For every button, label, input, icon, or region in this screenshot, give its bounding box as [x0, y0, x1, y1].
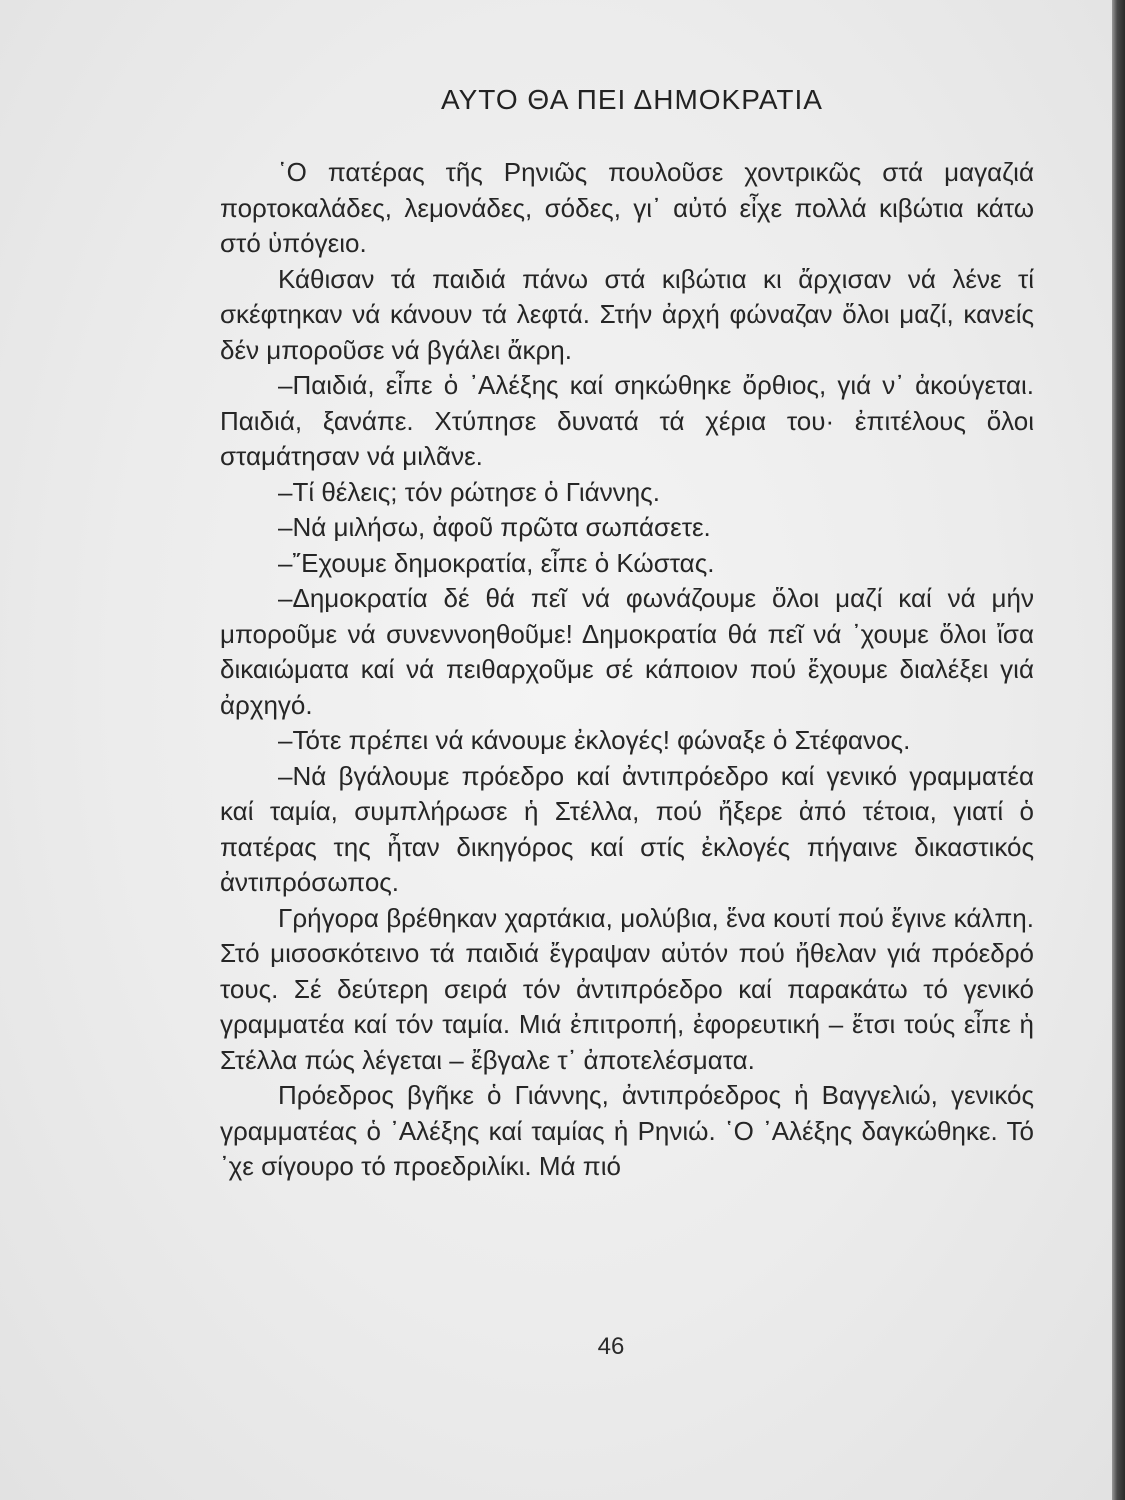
chapter-title: ΑΥΤΟ ΘΑ ΠΕΙ ΔΗΜΟΚΡΑΤΙΑ [441, 84, 823, 115]
paragraph: Κάθισαν τά παιδιά πάνω στά κιβώτια κι ἄρχισαν νά λένε τί σκέφτηκαν νά κάνουν τά λεφτά. Στήν ἀρχή φώναζαν ὅλοι μαζί, κανείς δέν μποροῦσε νά βγάλει ἄκρη. [220, 263, 1034, 365]
paragraph: –Τί θέλεις; τόν ρώτησε ὁ Γιάννης. [278, 476, 660, 507]
page-number: 46 [597, 1333, 625, 1360]
paragraph: ῾Ο πατέρας τῆς Ρηνιῶς πουλοῦσε χοντρικῶς στά μαγαζιά πορτοκαλάδες, λεμονάδες, σόδες, γι᾿ αὐτό εἶχε πολλά κιβώτια κάτω στό ὑπόγειο. [220, 157, 1034, 258]
paragraph: –Παιδιά, εἶπε ὁ ᾿Αλέξης καί σηκώθηκε ὄρθιος, γιά ν᾿ ἀκούγεται. Παιδιά, ξανάπε. Χτύπησε δυνατά τά χέρια του· ἐπιτέλους ὅλοι σταμάτησαν νά μιλᾶνε. [220, 370, 1034, 471]
paragraph: –῎Εχουμε δημοκρατία, εἶπε ὁ Κώστας. [278, 547, 715, 578]
paragraph: Γρήγορα βρέθηκαν χαρτάκια, μολύβια, ἕνα κουτί πού ἔγινε κάλπη. Στό μισοσκότεινο τά παιδιά ἔγραψαν αὐτόν πού ἤθελαν γιά πρόεδρό τους. Σέ δεύτερη σειρά τόν ἀντιπρόεδρο καί παρακάτω τό γενικό γραμματέα καί τόν ταμία. Μιά ἐπιτροπή, ἐφορευτική – ἔτσι τούς εἶπε ἡ Στέλλα πώς λέγεται – ἔβγαλε τ᾿ ἀποτελέσματα. [220, 902, 1034, 1075]
paragraph: –Νά βγάλουμε πρόεδρο καί ἀντιπρόεδρο καί γενικό γραμματέα καί ταμία, συμπλήρωσε ἡ Στέλλα, πού ἤξερε ἀπό τέτοια, γιατί ὁ πατέρας της ἦταν δικηγόρος καί στίς ἐκλογές πήγαινε δικαστικός ἀντιπρόσωπος. [220, 760, 1034, 897]
paragraph: –Τότε πρέπει νά κάνουμε ἐκλογές! φώναξε ὁ Στέφανος. [278, 725, 911, 755]
paragraph: –Νά μιλήσω, ἀφοῦ πρῶτα σωπάσετε. [278, 512, 711, 542]
body-text [220, 155, 1034, 1185]
paragraph: –Δημοκρατία δέ θά πεῖ νά φωνάζουμε ὅλοι μαζί καί νά μήν μποροῦμε νά συνεννοηθοῦμε! Δημοκρατία θά πεῖ νά ᾿χουμε ὅλοι ἴσα δικαιώματα καί νά πειθαρχοῦμε σέ κάποιον πού ἔχουμε διαλέξει γιά ἀρχηγό. [220, 583, 1034, 720]
page-edge-shadow [1112, 0, 1125, 1500]
paragraph: Πρόεδρος βγῆκε ὁ Γιάννης, ἀντιπρόεδρος ἡ Βαγγελιώ, γενικός γραμματέας ὁ ᾿Αλέξης καί ταμίας ἡ Ρηνιώ. ῾Ο ᾿Αλέξης δαγκώθηκε. Τό ᾿χε σίγουρο τό προεδριλίκι. Μά πιό [220, 1080, 1034, 1181]
